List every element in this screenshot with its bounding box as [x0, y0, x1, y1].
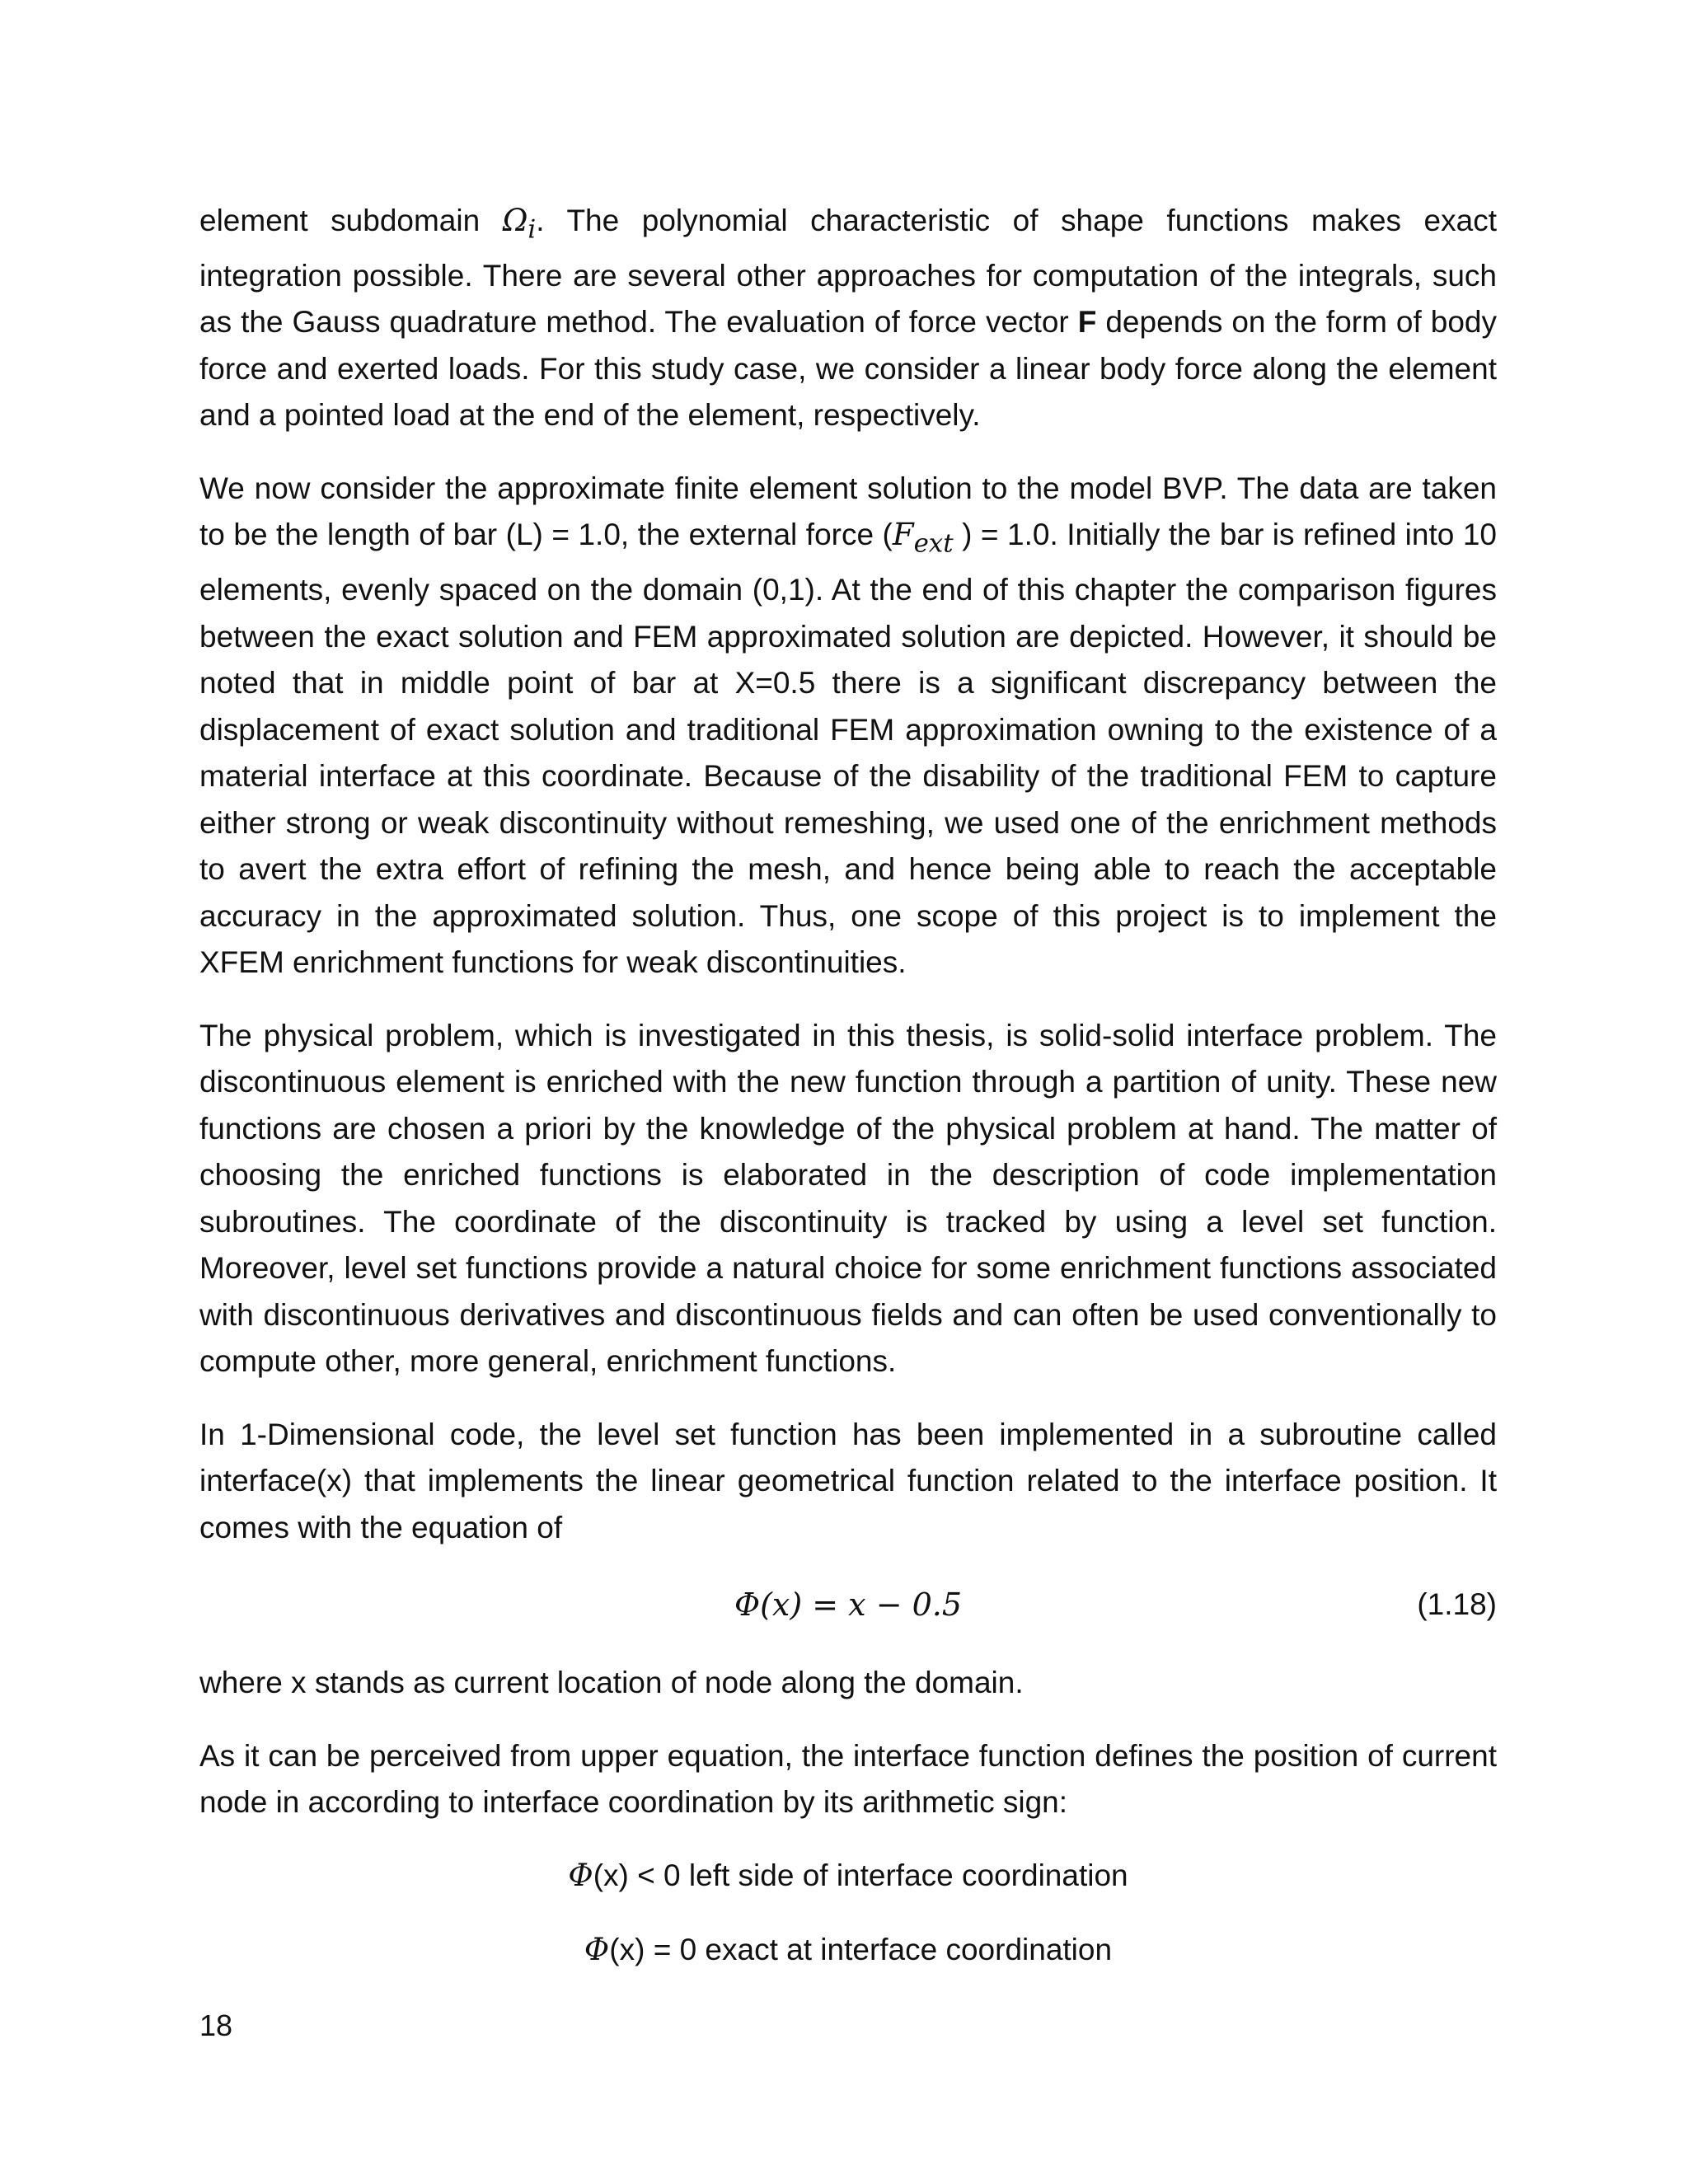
- condition-text: (x) < 0 left side of interface coordination: [593, 1858, 1128, 1892]
- text-run: ) = 1.0. Initially the bar is refined into 10 elements, evenly spaced on the domain (0,1). At the end of this chapter the comparison figures between the exact solution and FEM approximated solution are depicted. However, it should be noted that in middle point of bar at X=0.5 there is a significant discrepancy between the displacement of exact solution and traditional FEM approximation owning to the existence of a material interface at this coordinate. Because of the disability of the traditional FEM to capture either strong or weak discontinuity without remeshing, we used one of the enrichment methods to avert the extra effort of refining the mesh, and hence being able to reach the acceptable accuracy in the approximated solution. Thus, one scope of this project is to implement the XFEM enrichment functions for weak discontinuities.: [199, 518, 1497, 980]
- condition-left-side: [199, 1853, 1497, 1899]
- subscript-ext: ext: [913, 528, 954, 559]
- paragraph-interface-sign: As it can be perceived from upper equation, the interface function defines the position of current node in according to interface coordination by its arithmetic sign:: [199, 1738, 1497, 1820]
- level-set-equation: Φ(x) = x − 0.5: [734, 1586, 963, 1624]
- equation-number: (1.18): [1417, 1587, 1497, 1622]
- paragraph-physical-problem: The physical problem, which is investigated in this thesis, is solid-solid interface problem. The discontinuous element is enriched with the new function through a partition of unity. These new functions are chosen a priori by the knowledge of the physical problem at hand. The matter of choosing the enriched functions is elaborated in the description of code implementation subroutines. The coordinate of the discontinuity is tracked by using a level set function. Moreover, level set functions provide a natural choice for some enrichment functions associated with discontinuous derivatives and discontinuous fields and can often be used conventionally to compute other, more general, enrichment functions.: [199, 1018, 1497, 1379]
- paragraph-where-x: where x stands as current location of node along the domain.: [199, 1666, 1024, 1700]
- equation-block: [199, 1577, 1497, 1632]
- text-run: We now consider the approximate finite element solution to the model BVP. The data are taken to be the length of bar (L) = 1.0, the external force (: [199, 471, 1497, 552]
- text-run: element subdomain: [199, 204, 503, 237]
- page-number: 18: [199, 2008, 233, 2042]
- paragraph-level-set: In 1-Dimensional code, the level set function has been implemented in a subroutine called interface(x) that implements the linear geometrical function related to the interface position. It comes with the equation of: [199, 1417, 1497, 1544]
- external-force-symbol: $F_{ext}$: [892, 517, 954, 559]
- phi-symbol: Φ: [568, 1857, 593, 1893]
- phi-symbol: Φ: [584, 1931, 610, 1967]
- subscript-i: i: [528, 214, 537, 245]
- text-run: . The polynomial characteristic of shape functions makes exact integration possible. There are several other approaches for computation of the integrals, such as the Gauss quadrature method. The evaluation of force vector: [199, 204, 1497, 340]
- condition-at-interface: [199, 1927, 1497, 1973]
- page-body: [199, 198, 1497, 2001]
- text-run: depends on the form of body force and exerted loads. For this study case, we consider a linear body force along the element and a pointed load at the end of the element, respectively.: [199, 305, 1498, 433]
- omega-symbol: $\Omega_i$: [502, 203, 537, 245]
- force-vector-label: F: [1077, 305, 1097, 340]
- paragraph-shape-functions: [199, 198, 1497, 439]
- condition-text: (x) = 0 exact at interface coordination: [609, 1932, 1113, 1966]
- paragraph-fem-solution: [199, 466, 1497, 987]
